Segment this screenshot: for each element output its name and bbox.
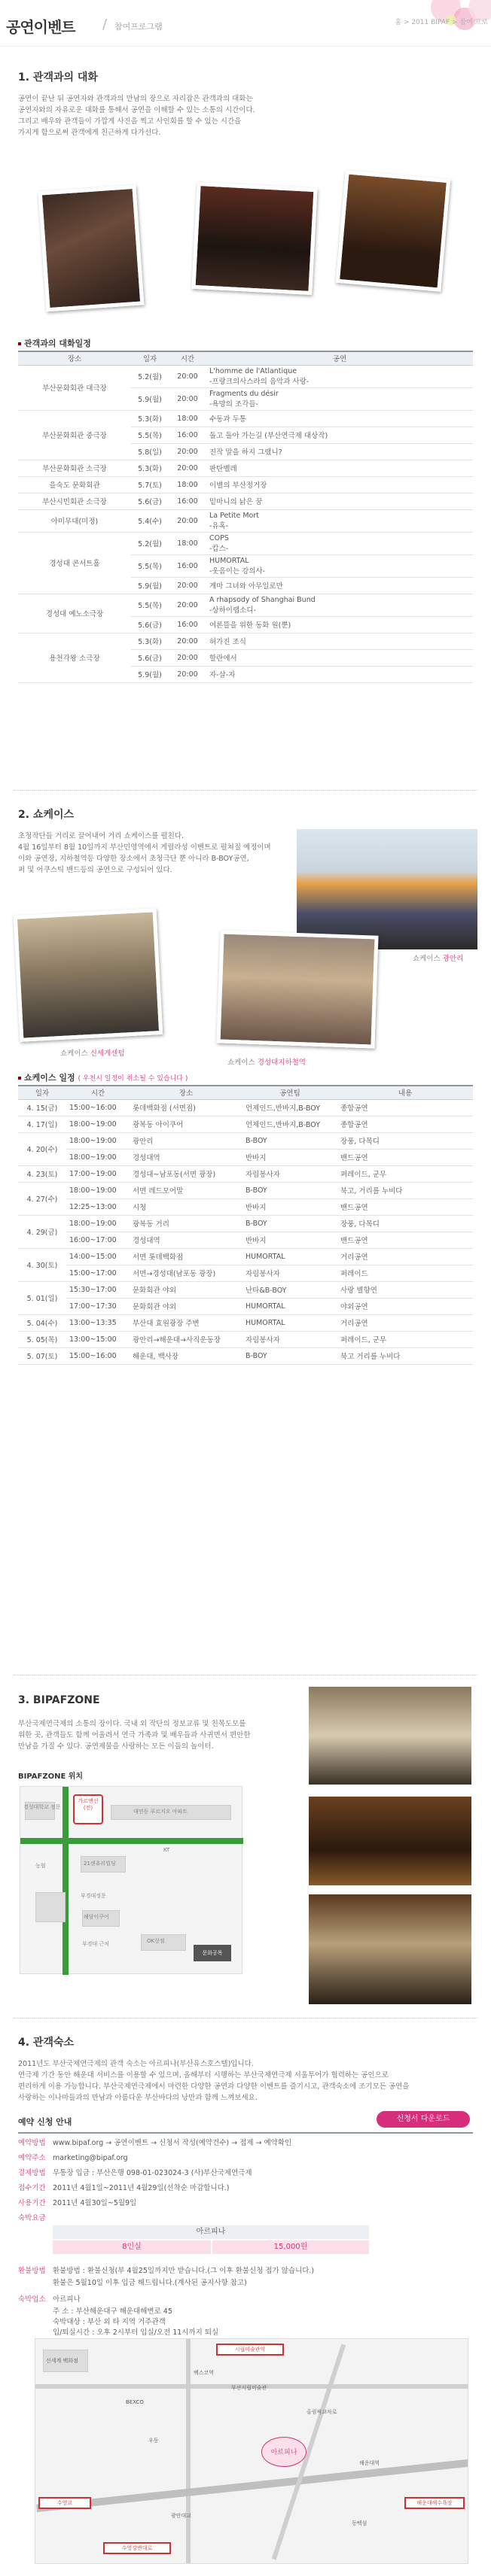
table-row: 4. 20(수) 18:00~19:00 광안리 B-BOY 장풍, 다목디 [18, 1132, 473, 1149]
col-header-date: 일자 [18, 1086, 66, 1099]
title-separator: / [102, 17, 108, 32]
table-row: 4. 29(금) 18:00~19:00 광복동 거리 B-BOY 장풍, 다목디 [18, 1215, 473, 1232]
table-row: 4. 23(토) 17:00~19:00 경성대~남포동(서면 광장) 자림봉사자 퍼레이드, 군무 [18, 1165, 473, 1182]
reservation-info-title: 예약 신청 안내 [18, 2117, 72, 2127]
table-row: 5.6(금) 16:00 여론뜰을 위한 동화 원(뿐) [18, 616, 473, 633]
section-title-dialogue: 1. 관객과의 대화 [18, 71, 98, 84]
application-download-button[interactable]: 신청서 다운로드 [377, 2111, 470, 2128]
table-row: 5. 04(수) 13:00~13:35 부산대 효원광장 주변 HUMORTAL 거리공연 [18, 1314, 473, 1331]
table-row: 부산문화회관 소극장 5.3(화) 20:00 판탄벨레 [18, 460, 473, 476]
map-label: 대연동 푸르지오 아파트 [133, 1809, 188, 1815]
showcase-photo-centum [14, 908, 163, 1042]
showcase-photo-kyungsung [216, 930, 378, 1048]
divider [14, 2018, 477, 2019]
table-row: 5.8(일) 20:00 진작 말을 하지 그랬니? [18, 443, 473, 460]
map-label: OK상점 [147, 1938, 165, 1944]
map-label: 농협 [35, 1863, 46, 1869]
col-header-time: 시간 [66, 1086, 130, 1099]
fee-room-type: 8인실 [53, 2240, 211, 2254]
table-row: 용천각왕 소극장 5.3(화) 20:00 허가진 조식 [18, 633, 473, 649]
table-row: 5. 01(일) 15:30~17:00 문화회관 야외 난타&B-BOY 사랑 별향연 [18, 1281, 473, 1298]
bipafzone-photo-3 [309, 1894, 471, 2004]
bipafzone-map-title: BIPAFZONE 위치 [18, 1773, 84, 1781]
table-row: 12:25~13:00 시청 반바지 밴드공연 [18, 1198, 473, 1215]
map-label: 문화공목 [194, 1945, 231, 1961]
section-title-lodging: 4. 관객숙소 [18, 2037, 75, 2049]
table-row: 5.9(월) 20:00 계마 그녀와 아무일로만 [18, 577, 473, 594]
bipafzone-photo-1 [309, 1687, 471, 1785]
table-row: 5. 07(토) 15:00~16:00 해운대, 백사장 B-BOY 북고 거리를 누비다 [18, 1347, 473, 1364]
table-row: 아미무대(미정) 5.4(수) 20:00 La Petite Mort -유혹- [18, 509, 473, 532]
col-header-date: 일자 [131, 351, 169, 365]
table-row: 17:00~17:30 문화회관 야외 HUMORTAL 야외공연 [18, 1298, 473, 1314]
dialogue-schedule-table [18, 351, 473, 683]
map-label: 부경대정문 [81, 1893, 106, 1899]
dialogue-photo-1 [38, 185, 145, 312]
bipafzone-map[interactable] [20, 1786, 242, 1974]
lodging-map[interactable]: 신세계 백화점 시립미술관역 BEXCO 아르피나 벡스코역 수영교 부산시립미술관 올림픽교차로 수영강변대로 해운대해수욕장 광안대교 동백섬 해운대역 우동 [35, 2338, 468, 2564]
showcase-photo-gwangalli [297, 829, 477, 949]
col-header-place: 장소 [130, 1086, 242, 1099]
caption-kyungsung: 쇼케이스 경성대지하철역 [227, 1059, 306, 1067]
map-label: 부경대 근처 [82, 1941, 110, 1947]
table-row: 4. 15(금) 15:00~16:00 롯데백화점 (서면점) 언제인드,반바지,B-BOY 종합공연 [18, 1099, 473, 1116]
dialogue-photo-2 [191, 182, 317, 295]
breadcrumb[interactable]: 홈 > 2011 BIPAF > 참여 프로 [395, 19, 488, 26]
page-subtitle: 참여프로그램 [114, 22, 163, 32]
table-row: 경성대 콘서트홀 5.2(월) 18:00 COPS -캅스- [18, 532, 473, 554]
section-title-bipafzone: 3. BIPAFZONE [18, 1694, 100, 1706]
page-header [0, 0, 491, 47]
table-row: 5.9(월) 20:00 Fragments du désir -욕망의 조각들- [18, 387, 473, 410]
map-label: 경성대학교 정문 [23, 1804, 61, 1810]
map-label: 가르멘선(전) [73, 1794, 103, 1824]
table-row: 을숙도 문화회관 5.7(토) 18:00 이별의 부산정거장 [18, 476, 473, 493]
table-row: 4. 17(일) 18:00~19:00 광복동 아이쿠어 언제인드,반바지,B-BOY 종합공연 [18, 1116, 473, 1132]
fee-price: 15,000원 [212, 2240, 369, 2254]
showcase-schedule-table [18, 1085, 473, 1365]
caption-centum: 쇼케이스 신세계센텀 [60, 1050, 125, 1058]
table-row: 4. 27(수) 18:00~19:00 서면 레드모어말 B-BOY 북고, 거리를 누비다 [18, 1182, 473, 1198]
divider [14, 790, 477, 791]
table-row: 부산문화회관 중극장 5.3(화) 18:00 수동과 두통 [18, 410, 473, 427]
table-row: 경성대 예노소극장 5.5(목) 20:00 A rhapsody of Shanghai Bund -상하이랩소디- [18, 594, 473, 616]
table-row: 5.5(목) 16:00 HUMORTAL -웃음이는 강의사- [18, 554, 473, 577]
table-row: 부산문화회관 대극장 5.2(월) 20:00 L'homme de l'Atlantique -프랑크의사스라의 음악과 사랑- [18, 365, 473, 387]
table-row: 5. 05(목) 13:00~15:00 광안리→해운대→사직운동장 자림봉사자 퍼레이드, 군무 [18, 1331, 473, 1347]
table-row: 부산시민회관 소극장 5.6(금) 16:00 밑마니의 낡은 꿈 [18, 493, 473, 509]
fee-table-header: 아르피나 [53, 2225, 369, 2239]
col-header-venue: 장소 [18, 351, 131, 365]
lodging-map-pin: 아르피나 [261, 2437, 306, 2467]
col-header-time: 시간 [169, 351, 206, 365]
table-row: 18:00~19:00 경성대역 반바지 밴드공연 [18, 1149, 473, 1165]
table-row: 5.5(목) 16:00 돌고 돌아 가는길 (부산연극제 대상작) [18, 427, 473, 443]
dialogue-photo-3 [336, 170, 451, 292]
showcase-schedule-title: 쇼케이스 일정 ( 우천시 일정이 취소될 수 있습니다 ) [18, 1071, 188, 1083]
map-label: KT [163, 1847, 170, 1853]
bipafzone-photo-2 [309, 1797, 471, 1885]
bipafzone-description: 부산국제연극제의 소통의 장이다. 국내 외 작단의 정보교류 및 친목도모를 위한 곳, 관객들도 함께 어울려서 연극 가족과 및 배우들과 사귀면서 편안한 만남을 가질 수 있다. 공연제물을 사랑하는 모든 이들의 놀이터. [18, 1720, 251, 1751]
col-header-show: 공연 [206, 351, 473, 365]
page-title: 공연이벤트 [6, 18, 75, 36]
table-row: 16:00~17:00 경성대역 반바지 밴드공연 [18, 1232, 473, 1248]
section-title-showcase: 2. 쇼케이스 [18, 809, 75, 821]
dialogue-schedule-title: 관객과의 대화일정 [18, 337, 91, 349]
table-row: 15:00~17:00 서면→경성대(남포동 광장) 자림봉사자 퍼레이드 [18, 1265, 473, 1281]
table-row: 5.6(금) 20:00 할란에서 [18, 649, 473, 666]
caption-gwangalli: 쇼케이스 광안리 [413, 955, 464, 963]
showcase-description: 초청작단들 거리로 끌어내어 거리 쇼케이스를 펼친다. 4월 16일부터 8월 10일까지 부산민영역에서 게릴라성 이벤트로 펼쳐질 예정이며 이와 공연장, 지하철역등 다양한 장소에서 초청극단 뿐 아니라 B-BOY공연, 퍼 및 어쿠스틱 밴드등의 공연으로 구성되어 있다. [18, 832, 271, 874]
map-label: 21센츄리빌딩 [84, 1861, 116, 1867]
col-header-team: 공연팀 [242, 1086, 337, 1099]
dialogue-description: 공연이 끝난 뒤 공연자와 관객과의 만남의 장으로 자리잡은 관객과의 대화는 공연자와의 자유로운 대화를 통해서 공연을 이해할 수 있는 소통의 시간이다. 그리고 배우와 관객들이 가깝게 사진을 찍고 사인회를 할 수 있는 시간을 가지게 함으로써 관객에게 친근하게 다가선다. [18, 95, 255, 137]
col-header-content: 내용 [337, 1086, 473, 1099]
table-row: 4. 30(토) 14:00~15:00 서면 롯데백화점 HUMORTAL 거리공연 [18, 1248, 473, 1265]
lodging-description: 2011년도 부산국제연극제의 관객 숙소는 아르피나(부산유스호스텔)입니다. 연극제 기간 동안 해운대 서비스를 이용할 수 있으며, 올해부터 시행하는 부산국제연극제 서울투어가 협력하는 공인으로 편리하게 이용 가능합니다. 부산국제연극제에서 마련한 다양한 공연과 다양한 이벤트를 즐기시고, 관객숙소에 조기모든 공연을 사랑하는 이나마들과의 만남과 아름다운 부산바다의 낭만과 함께 느껴보세요. [18, 2060, 410, 2102]
map-label: 해담이쿠어 [84, 1914, 109, 1920]
table-row: 5.9(월) 20:00 자-살-자 [18, 666, 473, 682]
